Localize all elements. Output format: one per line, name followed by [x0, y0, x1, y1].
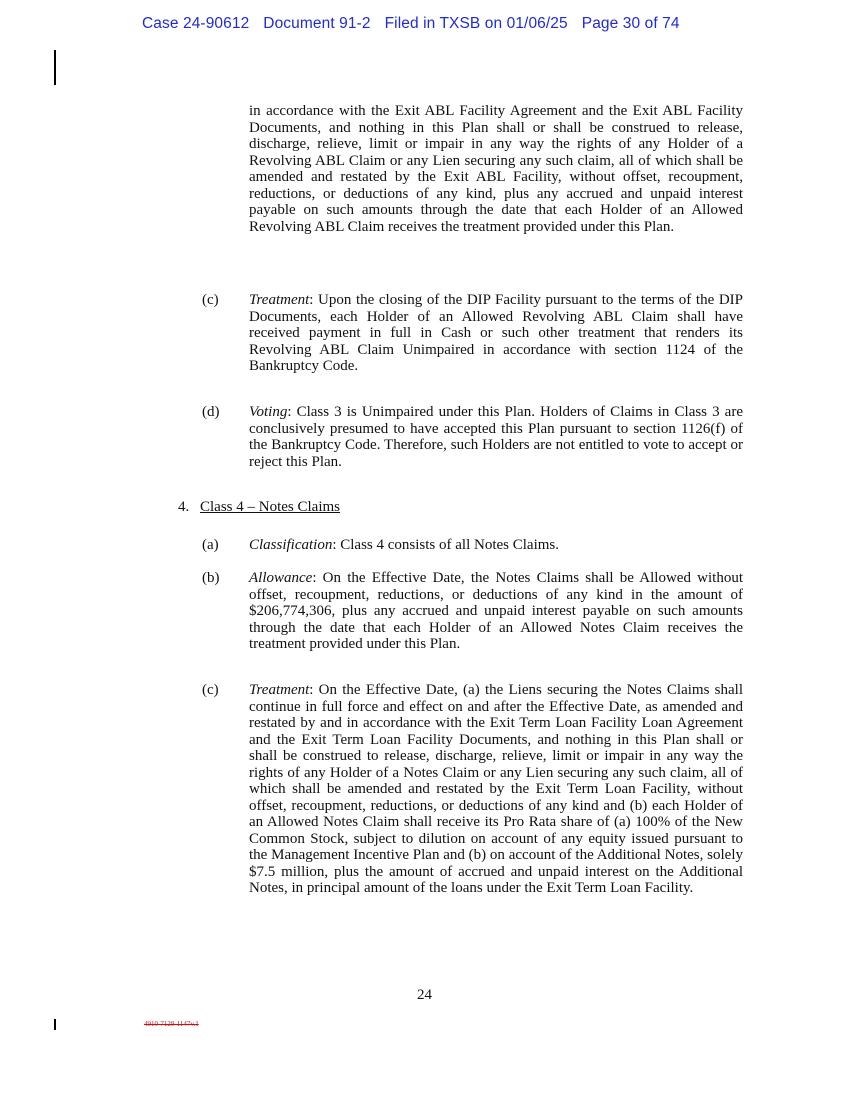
class3-treatment-text: : Upon the closing of the DIP Facility pursuant to the terms of the DIP Documents, each Holder of an Allowed Revolving ABL Claim shall have received payment in full in Cash or such other treatment that renders its Revolving ABL Claim Unimpaired in accordance with section 1124 of the Bankruptcy Code.: [249, 292, 743, 374]
document-id: 4910-7129-1147v.1: [144, 1020, 199, 1028]
class4-c-label: (c): [202, 682, 219, 698]
change-bar-top: [54, 50, 56, 85]
class3-d-label: (d): [202, 404, 220, 420]
class4-allowance-text: : On the Effective Date, the Notes Claims shall be Allowed without offset, recoupment, reductions, or deductions of any kind in the amount of $206,774,306, plus any accrued and unpaid interest payable on such amounts through the date that each Holder of an Allowed Notes Claim receives the treatment provided under this Plan.: [249, 570, 743, 652]
class3-treatment-paragraph: [249, 292, 743, 375]
filed-info: Filed in TXSB on 01/06/25: [384, 15, 568, 32]
class4-classification-text: : Class 4 consists of all Notes Claims.: [332, 537, 560, 553]
class4-title: Class 4 – Notes Claims: [200, 499, 341, 515]
class4-classification-paragraph: [249, 537, 743, 554]
page-info: Page 30 of 74: [581, 15, 680, 32]
class3-voting-text: : Class 3 is Unimpaired under this Plan. Holders of Claims in Class 3 are conclusively presumed to have accepted this Plan pursuant to section 1126(f) of the Bankruptcy Code. Therefore, such Holders are not entitled to vote to accept or reject this Plan.: [249, 404, 743, 470]
class4-treatment-paragraph: [249, 682, 743, 897]
class4-classification-heading: Classification: [249, 537, 333, 553]
document-number: Document 91-2: [263, 15, 371, 32]
class4-allowance-heading: Allowance: [249, 570, 313, 586]
class4-treatment-heading: Treatment: [249, 682, 310, 698]
class4-number: 4.: [178, 499, 190, 515]
class4-b-label: (b): [202, 570, 220, 586]
class3-voting-heading: Voting: [249, 404, 288, 420]
change-bar-bottom: [54, 1019, 56, 1030]
intro-paragraph-text: in accordance with the Exit ABL Facility Agreement and the Exit ABL Facility Documents, and nothing in this Plan shall or shall be construed to release, discharge, relieve, limit or impair in any way the rights of any Holder of a Revolving ABL Claim or any Lien securing any such claim, all of which shall be amended and restated by the Exit ABL Facility, without offset, recoupment, reductions, or deductions of any kind, plus any accrued and unpaid interest payable on such amounts through the date that each Holder of an Allowed Revolving ABL Claim receives the treatment provided under this Plan.: [249, 103, 743, 235]
class4-allowance-paragraph: [249, 570, 743, 653]
class4-a-label: (a): [202, 537, 219, 553]
class3-treatment-heading: Treatment: [249, 292, 310, 308]
case-number: Case 24-90612: [142, 15, 250, 32]
court-filing-header: [0, 15, 849, 33]
class3-c-label: (c): [202, 292, 219, 308]
page-number: 24: [417, 987, 432, 1003]
intro-paragraph: [249, 103, 743, 235]
class4-treatment-text: : On the Effective Date, (a) the Liens securing the Notes Claims shall continue in full force and effect on and after the Effective Date, as amended and restated by and in accordance with the Exit Term Loan Facility Loan Agreement and the Exit Term Loan Facility Documents, and nothing in this Plan shall or shall be construed to release, discharge, relieve, limit or impair in any way the rights of any Holder of a Notes Claim or any Lien securing any such claim, all of which shall be amended and restated by the Exit Term Loan Facility, without offset, recoupment, reductions, or deductions of any kind and (b) each Holder of an Allowed Notes Claim shall receive its Pro Rata share of (a) 100% of the New Common Stock, subject to dilution on account of any equity issued pursuant to the Management Incentive Plan and (b) on account of the Additional Notes, solely $7.5 million, plus the amount of accrued and unpaid interest on the Additional Notes, in principal amount of the loans under the Exit Term Loan Facility.: [249, 682, 743, 896]
class3-voting-paragraph: [249, 404, 743, 470]
